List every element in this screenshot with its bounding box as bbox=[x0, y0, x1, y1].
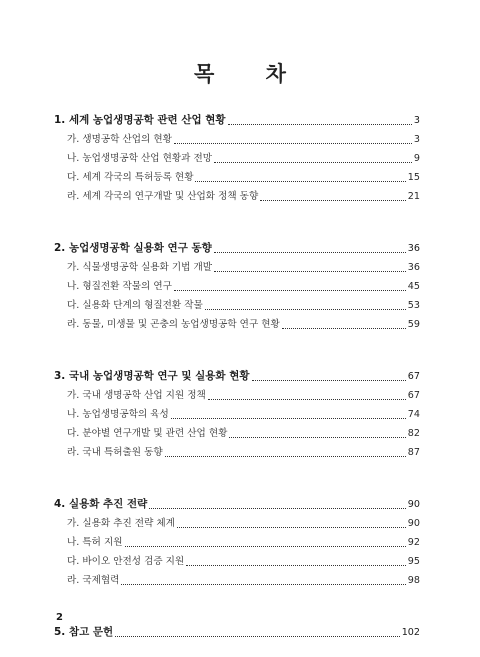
dot-leader bbox=[171, 418, 406, 419]
toc-entry[interactable] bbox=[54, 444, 420, 463]
dot-leader bbox=[195, 181, 405, 182]
dot-leader bbox=[186, 565, 406, 566]
toc-entry-label: 다. 실용화 단계의 형질전환 작물 bbox=[67, 300, 203, 311]
toc-entry[interactable] bbox=[54, 572, 420, 591]
dot-leader bbox=[149, 508, 406, 509]
toc-entry[interactable] bbox=[54, 150, 420, 169]
toc-section-2 bbox=[54, 240, 420, 335]
toc-entry[interactable] bbox=[54, 169, 420, 188]
toc-heading-2[interactable] bbox=[54, 240, 420, 259]
toc-page-number: 92 bbox=[407, 537, 420, 548]
toc-heading-5[interactable] bbox=[54, 624, 420, 643]
toc-entry[interactable] bbox=[54, 534, 420, 553]
dot-leader bbox=[228, 124, 412, 125]
dot-leader bbox=[208, 399, 406, 400]
toc-entry[interactable] bbox=[54, 131, 420, 150]
page-number: 2 bbox=[56, 612, 63, 623]
dot-leader bbox=[214, 162, 412, 163]
table-of-contents bbox=[54, 112, 420, 643]
toc-entry[interactable] bbox=[54, 406, 420, 425]
page-title: 목 차 bbox=[194, 62, 308, 86]
toc-entry-label: 라. 국내 특허출원 동향 bbox=[67, 447, 163, 458]
toc-entry[interactable] bbox=[54, 553, 420, 572]
toc-entry-label: 가. 식물생명공학 실용화 기법 개발 bbox=[67, 262, 212, 273]
toc-entry[interactable] bbox=[54, 188, 420, 207]
toc-entry-label: 나. 특허 지원 bbox=[67, 537, 123, 548]
toc-page-number: 90 bbox=[407, 518, 420, 529]
toc-page-number: 82 bbox=[407, 428, 420, 439]
dot-leader bbox=[174, 143, 412, 144]
dot-leader bbox=[214, 252, 406, 253]
dot-leader bbox=[252, 380, 406, 381]
toc-heading-3[interactable] bbox=[54, 368, 420, 387]
toc-heading-label: 2. 농업생명공학 실용화 연구 동향 bbox=[54, 242, 212, 254]
toc-entry-label: 라. 세계 각국의 연구개발 및 산업화 정책 동향 bbox=[67, 191, 259, 202]
toc-entry-label: 가. 생명공학 산업의 현황 bbox=[67, 134, 172, 145]
toc-page-number: 67 bbox=[407, 390, 420, 401]
toc-entry-label: 라. 동물, 미생물 및 곤충의 농업생명공학 연구 현황 bbox=[67, 319, 280, 330]
toc-entry-label: 라. 국제협력 bbox=[67, 575, 120, 586]
toc-section-3 bbox=[54, 368, 420, 463]
toc-entry[interactable] bbox=[54, 297, 420, 316]
dot-leader bbox=[214, 271, 406, 272]
toc-heading-1[interactable] bbox=[54, 112, 420, 131]
toc-heading-label: 3. 국내 농업생명공학 연구 및 실용화 현황 bbox=[54, 370, 250, 382]
toc-page-number: 3 bbox=[413, 134, 420, 145]
toc-entry-label: 나. 농업생명공학 산업 현황과 전망 bbox=[67, 153, 212, 164]
dot-leader bbox=[282, 328, 406, 329]
toc-entry-label: 다. 세계 각국의 특허등록 현황 bbox=[67, 172, 194, 183]
toc-section-4 bbox=[54, 496, 420, 591]
toc-entry[interactable] bbox=[54, 278, 420, 297]
toc-section-1 bbox=[54, 112, 420, 207]
dot-leader bbox=[229, 437, 405, 438]
dot-leader bbox=[165, 456, 406, 457]
toc-page-number: 98 bbox=[407, 575, 420, 586]
toc-heading-label: 5. 참고 문헌 bbox=[54, 626, 114, 638]
toc-page-number: 15 bbox=[407, 172, 420, 183]
toc-entry-label: 나. 형질전환 작물의 연구 bbox=[67, 281, 172, 292]
toc-entry[interactable] bbox=[54, 515, 420, 534]
section-gap bbox=[54, 207, 420, 240]
toc-entry-label: 다. 분야별 연구개발 및 관련 산업 현황 bbox=[67, 428, 228, 439]
dot-leader bbox=[260, 200, 406, 201]
toc-page-number: 90 bbox=[407, 499, 420, 510]
toc-page-number: 53 bbox=[407, 300, 420, 311]
dot-leader bbox=[177, 527, 406, 528]
toc-page-number: 36 bbox=[407, 243, 420, 254]
dot-leader bbox=[174, 290, 406, 291]
toc-page-number: 59 bbox=[407, 319, 420, 330]
toc-page-number: 87 bbox=[407, 447, 420, 458]
section-gap bbox=[54, 463, 420, 496]
toc-heading-4[interactable] bbox=[54, 496, 420, 515]
toc-entry[interactable] bbox=[54, 316, 420, 335]
section-gap bbox=[54, 335, 420, 368]
toc-entry-label: 다. 바이오 안전성 검증 지원 bbox=[67, 556, 185, 567]
toc-heading-label: 1. 세계 농업생명공학 관련 산업 현황 bbox=[54, 114, 226, 126]
toc-entry-label: 가. 국내 생명공학 산업 지원 정책 bbox=[67, 390, 206, 401]
toc-section-5 bbox=[54, 624, 420, 643]
toc-entry[interactable] bbox=[54, 387, 420, 406]
toc-heading-label: 4. 실용화 추진 전략 bbox=[54, 498, 148, 510]
dot-leader bbox=[205, 309, 406, 310]
toc-page-number: 45 bbox=[407, 281, 420, 292]
dot-leader bbox=[121, 584, 405, 585]
toc-page-number: 36 bbox=[407, 262, 420, 273]
dot-leader bbox=[115, 636, 400, 637]
toc-page-number: 102 bbox=[401, 627, 420, 638]
toc-page-number: 3 bbox=[413, 115, 420, 126]
dot-leader bbox=[125, 546, 406, 547]
toc-entry-label: 가. 실용화 추진 전략 체계 bbox=[67, 518, 175, 529]
toc-page-number: 95 bbox=[407, 556, 420, 567]
toc-page-number: 74 bbox=[407, 409, 420, 420]
toc-page-number: 9 bbox=[413, 153, 420, 164]
toc-entry[interactable] bbox=[54, 425, 420, 444]
section-gap bbox=[54, 591, 420, 624]
toc-entry[interactable] bbox=[54, 259, 420, 278]
toc-page-number: 21 bbox=[407, 191, 420, 202]
toc-entry-label: 나. 농업생명공학의 육성 bbox=[67, 409, 169, 420]
toc-page-number: 67 bbox=[407, 371, 420, 382]
